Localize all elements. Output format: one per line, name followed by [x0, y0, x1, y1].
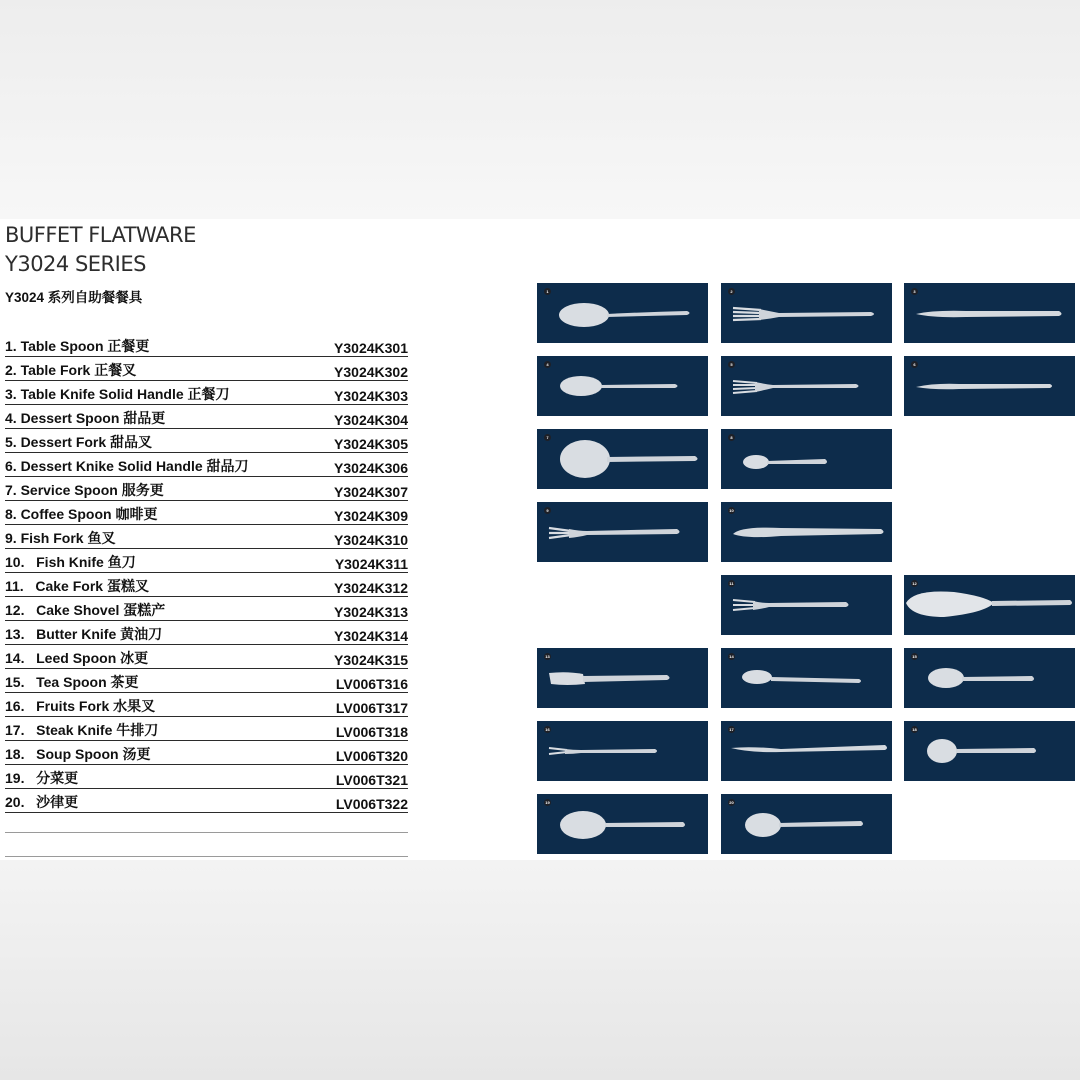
tile-number: 13 — [545, 654, 550, 659]
item-name: 16. Fruits Fork 水果叉 — [5, 698, 156, 714]
fork-icon — [721, 575, 892, 635]
item-name: 19. 分菜更 — [5, 770, 79, 786]
fork-icon — [537, 721, 708, 781]
tile-number: 5 — [728, 361, 735, 368]
list-item — [5, 501, 408, 525]
tile-number: 14 — [729, 654, 734, 659]
item-code: Y3024K305 — [334, 436, 408, 452]
photo-tile — [537, 283, 708, 343]
list-item — [5, 405, 408, 429]
tile-number: 11 — [729, 581, 734, 586]
blank-rule — [5, 856, 408, 857]
spoon-icon — [904, 721, 1075, 781]
photo-tile — [904, 356, 1075, 416]
item-name: 1. Table Spoon 正餐更 — [5, 338, 150, 354]
item-name: 12. Cake Shovel 蛋糕产 — [5, 602, 166, 618]
tile-number: 16 — [545, 727, 550, 732]
list-item — [5, 429, 408, 453]
item-code: LV006T321 — [335, 772, 408, 788]
series-title: Y3024 SERIES — [5, 252, 146, 276]
tile-number: 10 — [729, 508, 734, 513]
item-code: Y3024K304 — [334, 412, 408, 428]
item-code: Y3024K309 — [334, 508, 408, 524]
catalog-page — [0, 219, 1080, 860]
item-code: Y3024K306 — [334, 460, 408, 476]
list-item — [5, 573, 408, 597]
item-code: Y3024K303 — [334, 388, 408, 404]
item-name: 18. Soup Spoon 汤更 — [5, 746, 151, 762]
knife-icon — [904, 283, 1075, 343]
item-code: Y3024K315 — [334, 652, 408, 668]
tile-number: 6 — [911, 361, 918, 368]
fork-icon — [721, 283, 892, 343]
item-name: 9. Fish Fork 鱼叉 — [5, 530, 116, 546]
item-name: 4. Dessert Spoon 甜品更 — [5, 410, 166, 426]
tile-number: 15 — [912, 654, 917, 659]
knife-icon — [904, 356, 1075, 416]
list-item — [5, 789, 408, 813]
tile-number: 3 — [911, 288, 918, 295]
item-code: LV006T317 — [335, 700, 408, 716]
tile-number: 19 — [545, 800, 550, 805]
tile-number: 7 — [544, 434, 551, 441]
spoon-icon — [537, 356, 708, 416]
photo-tile — [904, 648, 1075, 708]
item-name: 2. Table Fork 正餐叉 — [5, 362, 137, 378]
tile-number: 12 — [912, 581, 917, 586]
fork-icon — [537, 502, 708, 562]
item-name: 5. Dessert Fork 甜品叉 — [5, 434, 153, 450]
tile-number: 20 — [729, 800, 734, 805]
spoon-icon — [537, 794, 708, 854]
list-item — [5, 717, 408, 741]
list-item — [5, 741, 408, 765]
tile-number: 4 — [544, 361, 551, 368]
spoon-icon — [537, 429, 708, 489]
photo-tile — [721, 429, 892, 489]
photo-tile — [904, 721, 1075, 781]
item-name: 6. Dessert Knike Solid Handle 甜品刀 — [5, 458, 249, 474]
list-item — [5, 549, 408, 573]
list-item — [5, 381, 408, 405]
item-name: 15. Tea Spoon 茶更 — [5, 674, 139, 690]
item-name: 10. Fish Knife 鱼刀 — [5, 554, 136, 570]
cake-server-icon — [904, 575, 1075, 635]
tile-number: 1 — [544, 288, 551, 295]
tile-number: 9 — [544, 507, 551, 514]
blank-rule — [5, 832, 408, 833]
list-item — [5, 333, 408, 357]
item-code: LV006T316 — [335, 676, 408, 692]
list-item — [5, 621, 408, 645]
spoon-icon — [721, 429, 892, 489]
tile-number: 8 — [728, 434, 735, 441]
photo-tile — [904, 283, 1075, 343]
item-code: LV006T322 — [335, 796, 408, 812]
spoon-icon — [721, 794, 892, 854]
fork-icon — [721, 356, 892, 416]
photo-tile — [537, 502, 708, 562]
photo-tile — [537, 721, 708, 781]
list-item — [5, 645, 408, 669]
spoon-icon — [721, 648, 892, 708]
photo-tile — [721, 794, 892, 854]
tile-number: 2 — [728, 288, 735, 295]
item-code: Y3024K311 — [334, 556, 408, 572]
item-name: 17. Steak Knife 牛排刀 — [5, 722, 159, 738]
item-name: 7. Service Spoon 服务更 — [5, 482, 164, 498]
item-code: Y3024K314 — [334, 628, 408, 644]
list-item — [5, 597, 408, 621]
knife-icon — [721, 721, 892, 781]
photo-tile — [537, 794, 708, 854]
item-code: Y3024K302 — [334, 364, 408, 380]
photo-tile — [537, 429, 708, 489]
photo-tile — [721, 721, 892, 781]
item-code: LV006T320 — [335, 748, 408, 764]
knife-icon — [537, 648, 708, 708]
product-list — [5, 333, 408, 813]
photo-tile — [904, 575, 1075, 635]
photo-tile — [721, 283, 892, 343]
list-item — [5, 669, 408, 693]
photo-tile — [721, 502, 892, 562]
item-name: 8. Coffee Spoon 咖啡更 — [5, 506, 158, 522]
tile-number: 17 — [729, 727, 734, 732]
item-name: 20. 沙律更 — [5, 794, 79, 810]
item-name: 14. Leed Spoon 冰更 — [5, 650, 149, 666]
list-item — [5, 453, 408, 477]
list-item — [5, 357, 408, 381]
item-code: Y3024K307 — [334, 484, 408, 500]
knife-icon — [721, 502, 892, 562]
item-code: LV006T318 — [335, 724, 408, 740]
item-name: 13. Butter Knife 黄油刀 — [5, 626, 163, 642]
list-item — [5, 765, 408, 789]
item-code: Y3024K301 — [334, 340, 408, 356]
item-name: 3. Table Knife Solid Handle 正餐刀 — [5, 386, 230, 402]
list-item — [5, 525, 408, 549]
item-name: 11. Cake Fork 蛋糕叉 — [5, 578, 149, 594]
page-title: BUFFET FLATWARE — [5, 223, 196, 247]
photo-tile — [721, 575, 892, 635]
photo-tile — [721, 356, 892, 416]
spoon-icon — [537, 283, 708, 343]
series-subtitle-chinese: Y3024 系列自助餐餐具 — [5, 290, 143, 305]
photo-tile — [537, 356, 708, 416]
list-item — [5, 693, 408, 717]
spoon-icon — [904, 648, 1075, 708]
item-code: Y3024K310 — [334, 532, 408, 548]
item-code: Y3024K313 — [334, 604, 408, 620]
tile-number: 18 — [912, 727, 917, 732]
item-code: Y3024K312 — [334, 580, 408, 596]
photo-tile — [537, 648, 708, 708]
photo-tile — [721, 648, 892, 708]
list-item — [5, 477, 408, 501]
